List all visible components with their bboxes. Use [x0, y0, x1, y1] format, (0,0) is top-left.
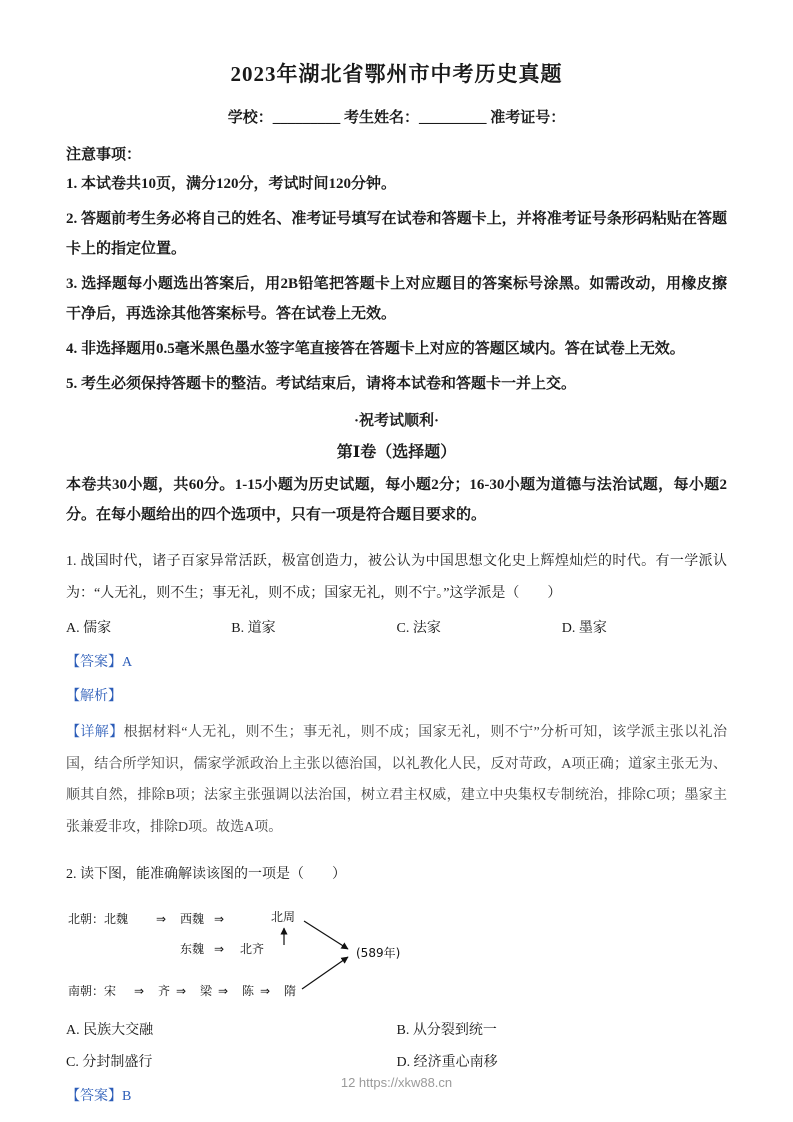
diagram-label-liang: 梁: [200, 983, 213, 998]
diagram-label-dongwei: 东魏: [180, 941, 205, 956]
question-2-options: [66, 1019, 727, 1071]
question-1-stem: 1. 战国时代，诸子百家异常活跃，极富创造力，被公认为中国思想文化史上辉煌灿烂的时代。有一学派认为：“人无礼，则不生；事无礼，则不成；国家无礼，则不宁。”这学派是（ ）: [66, 554, 727, 601]
notice-heading: 注意事项：: [66, 147, 142, 163]
candidate-info-line: 学校：_________ 考生姓名：_________ 准考证号：: [227, 110, 566, 126]
diagram-label-qi: 齐: [158, 983, 171, 998]
question-2-option-b: B. 从分裂到统一: [396, 1022, 497, 1038]
diagram-label-north-beiwei: 北朝：北魏: [68, 911, 129, 926]
diagram-label-xiwei: 西魏: [180, 911, 205, 926]
question-2-option-d: D. 经济重心南移: [396, 1054, 498, 1070]
section-title: 第Ⅰ卷（选择题）: [336, 444, 457, 461]
question-1-analysis-label: 【解析】: [66, 689, 122, 704]
wish-line: ·祝考试顺利·: [353, 413, 439, 429]
notice-item-2: 2. 答题前考生务必将自己的姓名、准考证号填写在试卷和答题卡上，并将准考证号条形码粘贴在答题卡上的指定位置。: [66, 211, 727, 257]
diagram-label-year-589: (589年): [356, 945, 401, 960]
arrow-icon: ⇒: [214, 911, 225, 926]
diagram-label-beiqi: 北齐: [240, 941, 265, 956]
question-1-options: [66, 617, 727, 637]
diagram-label-chen: 陈: [242, 983, 255, 998]
diagram-arrow-beizhou-to-589: [304, 921, 348, 949]
question-2-stem: 2. 读下图，能准确解读该图的一项是（ ）: [66, 867, 346, 882]
question-1-option-c: C. 法家: [396, 621, 441, 636]
diagram-arrow-sui-to-589: [302, 957, 348, 989]
page-title: 2023年湖北省鄂州市中考历史真题: [230, 62, 563, 86]
notice-item-3: 3. 选择题每小题选出答案后，用2B铅笔把答题卡上对应题目的答案标号涂黑。如需改动，用橡皮擦干净后，再选涂其他答案标号。答在试卷上无效。: [66, 276, 727, 322]
question-2-answer: 【答案】B: [66, 1088, 132, 1104]
notice-item-5: 5. 考生必须保持答题卡的整洁。考试结束后，请将本试卷和答题卡一并上交。: [66, 376, 577, 392]
arrow-icon: ⇒: [156, 911, 167, 926]
notice-item-4: 4. 非选择题用0.5毫米黑色墨水签字笔直接答在答题卡上对应的答题区域内。答在试卷上无效。: [66, 341, 685, 357]
notice-item-1: 1. 本试卷共10页，满分120分，考试时间120分钟。: [66, 176, 397, 192]
question-1-detail: [66, 717, 727, 843]
question-1-option-b: B. 道家: [231, 621, 276, 636]
question-1-detail-text: 根据材料“人无礼，则不生；事无礼，则不成；国家无礼，则不宁”分析可知，该学派主张以礼治国，结合所学知识，儒家学派政治上主张以德治国，以礼教化人民，反对苛政，A项正确；道家主张无为、顺其自然，排除B项；法家主张强调以法治国，树立君主权威，建立中央集权专制统治，排除C项；墨家主张兼爱非攻，排除D项。故选A项。: [66, 725, 727, 835]
question-1-detail-label: 【详解】: [66, 725, 124, 740]
question-2-option-a: A. 民族大交融: [66, 1022, 154, 1038]
section-intro: 本卷共30小题，共60分。1-15小题为历史试题，每小题2分；16-30小题为道德与法治试题，每小题2分。在每小题给出的四个选项中，只有一项是符合题目要求的。: [66, 477, 727, 523]
arrow-icon: ⇒: [214, 941, 225, 956]
diagram-label-south-song: 南朝：宋: [68, 983, 117, 998]
question-2-option-c: C. 分封制盛行: [66, 1054, 153, 1070]
arrow-icon: ⇒: [260, 983, 271, 998]
question-1-option-a: A. 儒家: [66, 621, 112, 636]
dynasty-succession-diagram: [66, 901, 526, 1009]
question-1-answer: 【答案】A: [66, 655, 133, 670]
page-footer-watermark: 12 https://xkw88.cn: [340, 1075, 453, 1090]
diagram-label-beizhou: 北周: [271, 909, 296, 924]
diagram-label-sui: 隋: [284, 983, 297, 998]
question-1-option-d: D. 墨家: [561, 621, 607, 636]
arrow-icon: ⇒: [134, 983, 145, 998]
arrow-icon: ⇒: [176, 983, 187, 998]
arrow-icon: ⇒: [218, 983, 229, 998]
